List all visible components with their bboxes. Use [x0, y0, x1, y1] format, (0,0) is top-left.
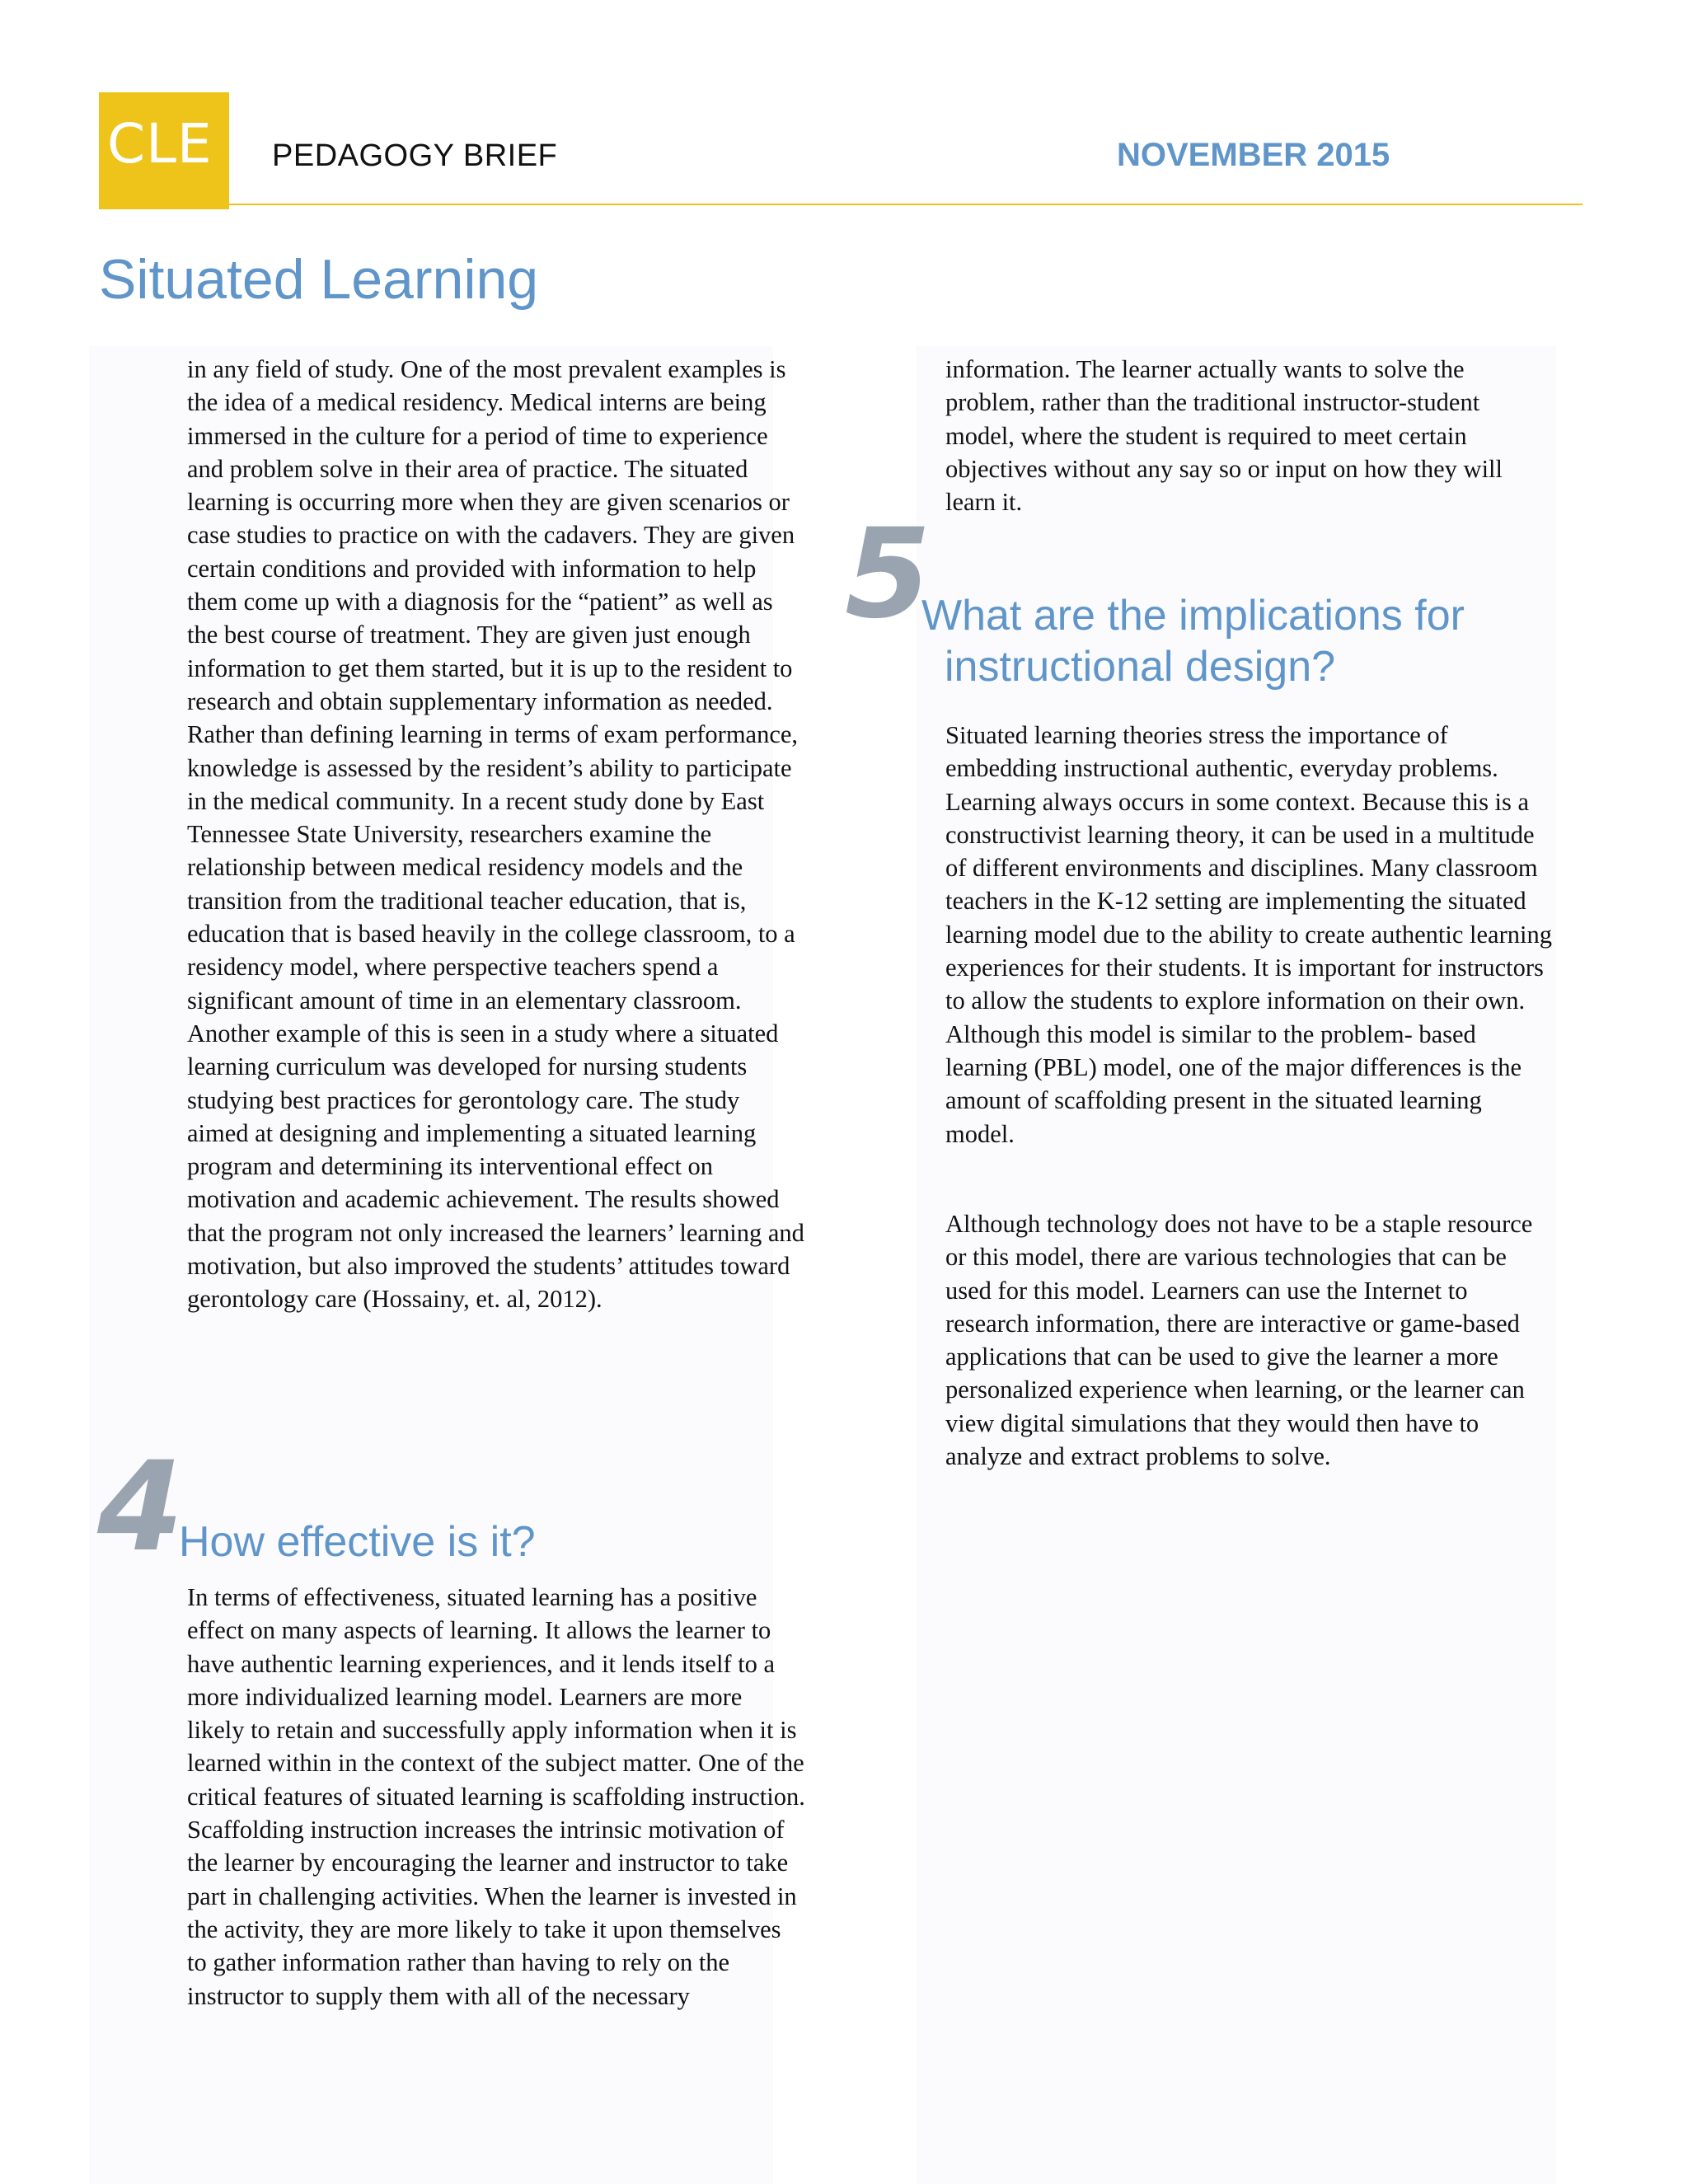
implications-paragraph-1: Situated learning theories stress the importance of embedding instructional authentic, everyday problems. Learning always occurs in some context. Because this is a constructivist learning theory, it can be used in a multitude of different environments and disciplines. Many classroom teachers in the K-12 setting are implementing the situated learning model due to the ability to create authentic learning experiences for their students. It is important for instructors to allow the students to explore information on their own. Although this model is similar to the problem- based learning (PBL) model, one of the major differences is the amount of scaffolding present in the situated learning model. — [945, 721, 1552, 1148]
brief-label: PEDAGOGY BRIEF — [272, 138, 558, 173]
intro-paragraph: in any field of study. One of the most prevalent examples is the idea of a medical residency. Medical interns are being immersed in the culture for a period of time to experience and problem solve in their area of practice. The situated learning is occurring more when they are given scenarios or case studies to practice on with the cadavers. They are given certain conditions and provided with information to help them come up with a diagnosis for the “patient” as well as the best course of treatment. They are given just enough information to get them started, but it is up to the resident to research and obtain supplementary information as needed. Rather than defining learning in terms of exam performance, knowledge is assessed by the resident’s ability to participate in the medical community. In a recent study done by East Tennessee State University, researchers examine the relationship between medical residency models and the transition from the traditional teacher education, that is, education that is based heavily in the college classroom, to a residency model, where perspective teachers spend a significant amount of time in an elementary classroom. Another example of this is seen in a study where a situated learning curriculum was developed for nursing students studying best practices for gerontology care. The study aimed at designing and implementing a situated learning program and determining its interventional effect on motivation and academic achievement. The results showed that the program not only increased the learners’ learning and motivation, but also improved the students’ attitudes toward gerontology care (Hossainy, et. al, 2012). — [187, 355, 804, 1314]
section-heading-effectiveness: How effective is it? — [179, 1518, 536, 1566]
heading-line-2: instructional design? — [945, 643, 1336, 691]
issue-date: NOVEMBER 2015 — [1117, 137, 1390, 173]
effectiveness-paragraph: In terms of effectiveness, situated learning has a positive effect on many aspects of learning. It allows the learner to have authentic learning experiences, and it lends itself to a more individualized learning model. Learners are more likely to retain and successfully apply information when it is learned within in the context of the subject matter. One of the critical features of situated learning is scaffolding instruction. Scaffolding instruction increases the intrinsic motivation of the learner by encouraging the learner and instructor to take part in challenging activities. When the learner is invested in the activity, they are more likely to take it upon themselves to gather information rather than having to rely on the instructor to supply them with all of the necessary — [187, 1583, 805, 2010]
section-heading-implications — [921, 590, 1548, 692]
section-number-5: 5 — [845, 503, 931, 646]
cle-logo — [99, 92, 229, 209]
logo-text: CLE — [107, 112, 213, 176]
section-number-4: 4 — [97, 1436, 184, 1579]
heading-line-1: What are the implications for — [921, 592, 1465, 640]
header-divider — [99, 204, 1582, 205]
implications-paragraph-2: Although technology does not have to be a staple resource or this model, there are various technologies that can be used for this model. Learners can use the Internet to research information, there are interactive or game-based applications that can be used to give the learner a more personalized experience when learning, or the learner can view digital simulations that they would then have to analyze and extract problems to solve. — [945, 1210, 1533, 1471]
page-title: Situated Learning — [99, 248, 539, 311]
continued-paragraph: information. The learner actually wants to solve the problem, rather than the traditional instructor-student model, where the student is required to meet certain objectives without any say so or input on how they will learn it. — [945, 355, 1503, 517]
